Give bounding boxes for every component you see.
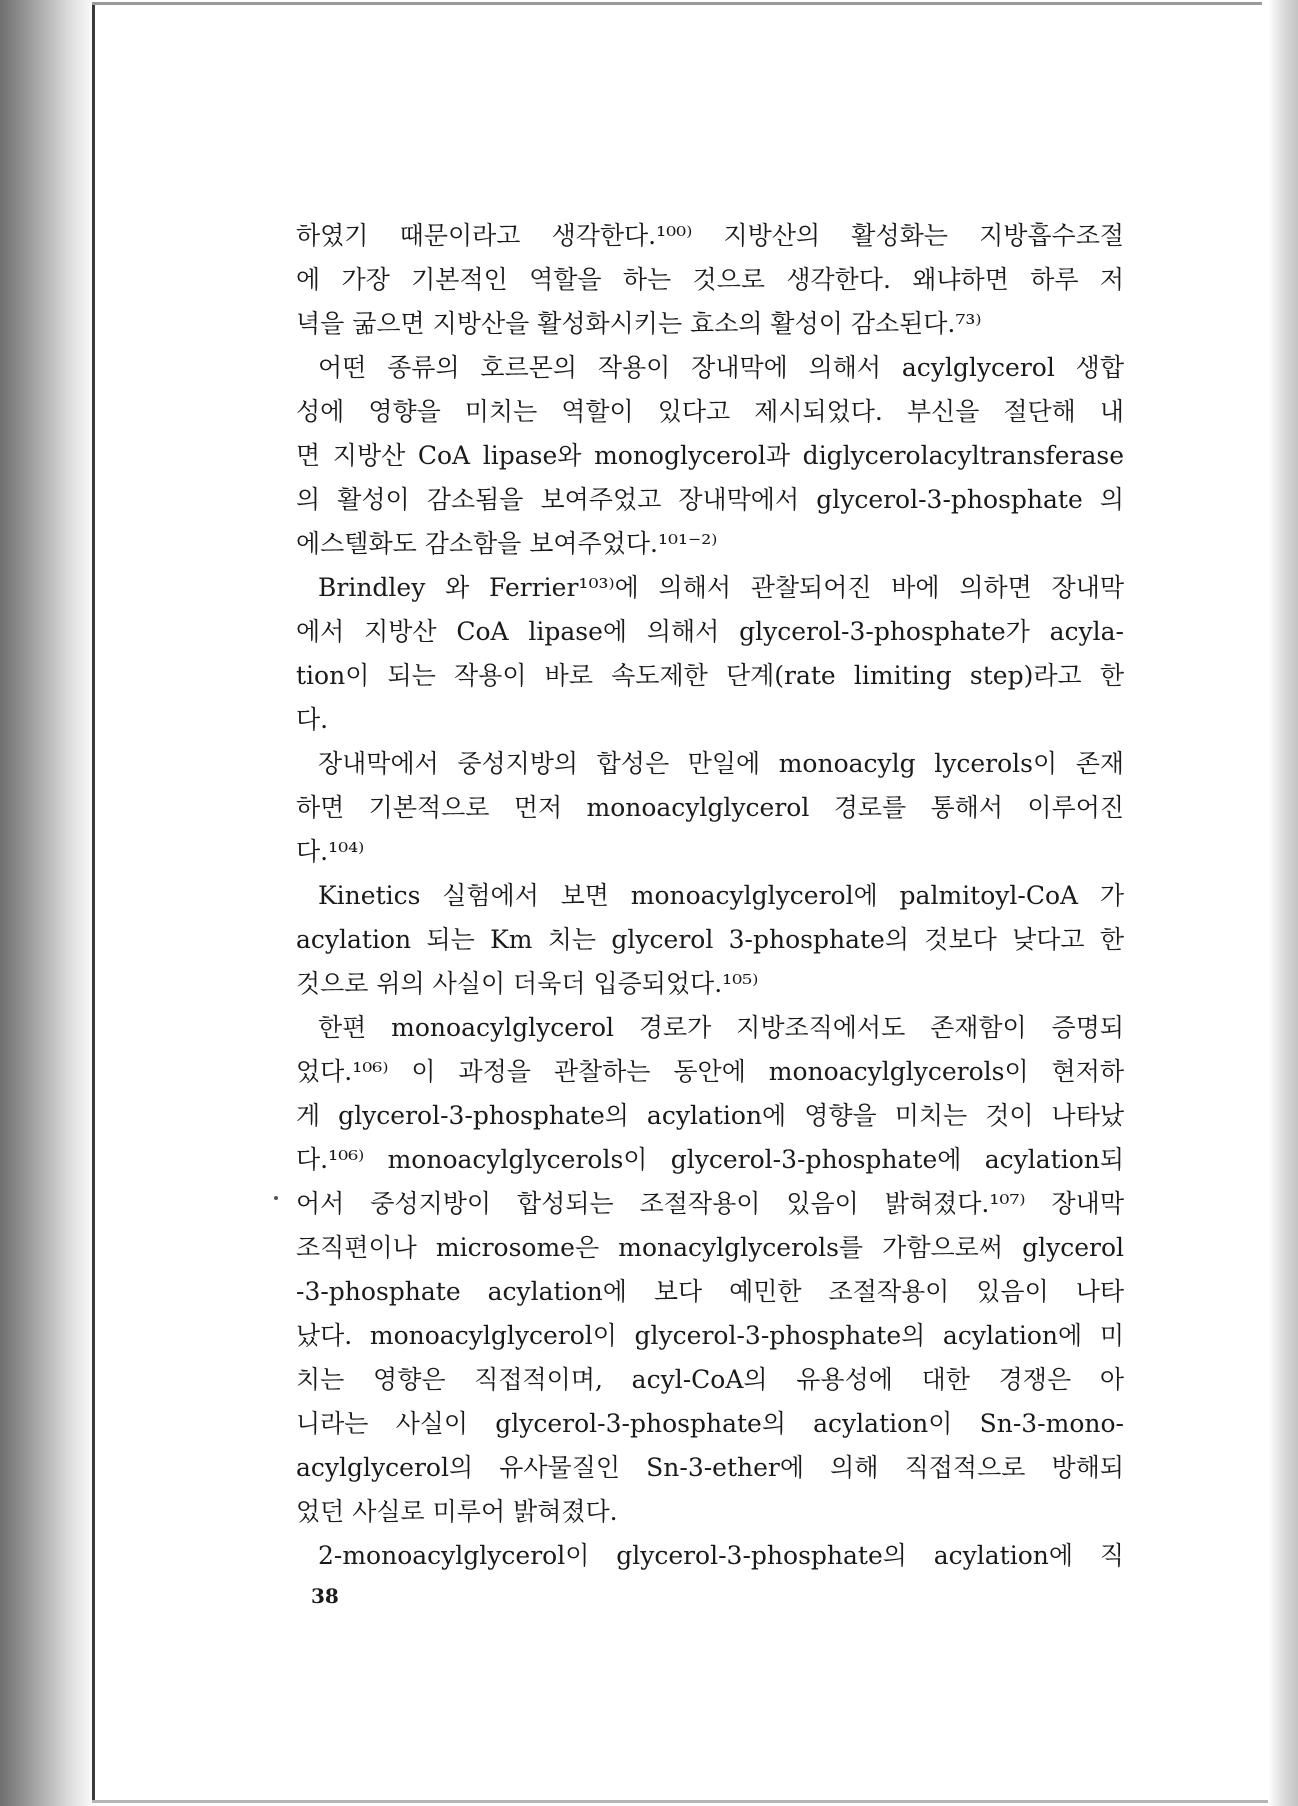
text-line: 하였기 때문이라고 생각한다.¹⁰⁰⁾ 지방산의 활성화는 지방흡수조절 <box>296 221 1124 250</box>
text-line: 났다. monoacylglycerol이 glycerol-3-phosphate의 acylation에 미 <box>296 1321 1124 1350</box>
text-line: acylglycerol의 유사물질인 Sn-3-ether에 의해 직접적으로 방해되 <box>296 1453 1124 1482</box>
text-line: 었다.¹⁰⁶⁾ 이 과정을 관찰하는 동안에 monoacylglycerols이 현저하 <box>296 1057 1124 1086</box>
text-line: 다.¹⁰⁶⁾ monoacylglycerols이 glycerol-3-phosphate에 acylation되 <box>296 1145 1124 1174</box>
text-line: 2-monoacylglycerol이 glycerol-3-phosphate의 acylation에 직 <box>318 1541 1124 1570</box>
text-line: 성에 영향을 미치는 역할이 있다고 제시되었다. 부신을 절단해 내 <box>296 397 1124 426</box>
text-line: 어서 중성지방이 합성되는 조절작용이 있음이 밝혀졌다.¹⁰⁷⁾ 장내막 <box>296 1189 1124 1218</box>
text-line: 조직편이나 microsome은 monacylglycerols를 가함으로써 glycerol <box>296 1233 1124 1262</box>
text-line: 니라는 사실이 glycerol-3-phosphate의 acylation이 Sn-3-mono- <box>296 1409 1124 1438</box>
text-line: acylation 되는 Km 치는 glycerol 3-phosphate의 것보다 낮다고 한 <box>296 925 1124 954</box>
page-left-edge <box>92 4 95 1802</box>
text-line: 에서 지방산 CoA lipase에 의해서 glycerol-3-phosphate가 acyla- <box>296 617 1124 646</box>
text-line: 에 가장 기본적인 역할을 하는 것으로 생각한다. 왜냐하면 하루 저 <box>296 265 1124 294</box>
page-bottom-edge <box>92 1800 1272 1803</box>
text-line: 치는 영향은 직접적이며, acyl-CoA의 유용성에 대한 경쟁은 아 <box>296 1365 1124 1394</box>
text-line: 녁을 굶으면 지방산을 활성화시키는 효소의 활성이 감소된다.⁷³⁾ <box>296 309 982 338</box>
text-line: Brindley 와 Ferrier¹⁰³⁾에 의해서 관찰되어진 바에 의하면 장내막 <box>318 573 1124 602</box>
text-line: 한편 monoacylglycerol 경로가 지방조직에서도 존재함이 증명되 <box>318 1013 1124 1042</box>
page-top-edge <box>92 2 1262 5</box>
text-line: 었던 사실로 미루어 밝혀졌다. <box>296 1497 618 1526</box>
text-line: 장내막에서 중성지방의 합성은 만일에 monoacylg lycerols이 존재 <box>318 749 1124 778</box>
text-line: 에스텔화도 감소함을 보여주었다.¹⁰¹⁻²⁾ <box>296 529 718 558</box>
book-spine-shadow <box>0 0 96 1806</box>
text-line: tion이 되는 작용이 바로 속도제한 단계(rate limiting step)라고 한 <box>296 661 1124 690</box>
text-line: 어떤 종류의 호르몬의 작용이 장내막에 의해서 acylglycerol 생합 <box>318 353 1124 382</box>
text-line: 면 지방산 CoA lipase와 monoglycerol과 diglycerolacyltransferase <box>296 441 1124 470</box>
text-line: -3-phosphate acylation에 보다 예민한 조절작용이 있음이 나타 <box>296 1277 1124 1306</box>
page-right-fold <box>1268 0 1298 1806</box>
margin-mark <box>274 1196 278 1200</box>
text-line: 다.¹⁰⁴⁾ <box>296 837 365 866</box>
text-line: 게 glycerol-3-phosphate의 acylation에 영향을 미치는 것이 나타났 <box>296 1101 1124 1130</box>
text-line: 다. <box>296 705 329 734</box>
text-line: 하면 기본적으로 먼저 monoacylglycerol 경로를 통해서 이루어진 <box>296 793 1124 822</box>
body-text <box>296 214 1124 1578</box>
text-line: 의 활성이 감소됨을 보여주었고 장내막에서 glycerol-3-phosphate 의 <box>296 485 1124 514</box>
text-line: Kinetics 실험에서 보면 monoacylglycerol에 palmitoyl-CoA 가 <box>318 881 1124 910</box>
page-number: 38 <box>311 1584 339 1608</box>
text-line: 것으로 위의 사실이 더욱더 입증되었다.¹⁰⁵⁾ <box>296 969 759 998</box>
